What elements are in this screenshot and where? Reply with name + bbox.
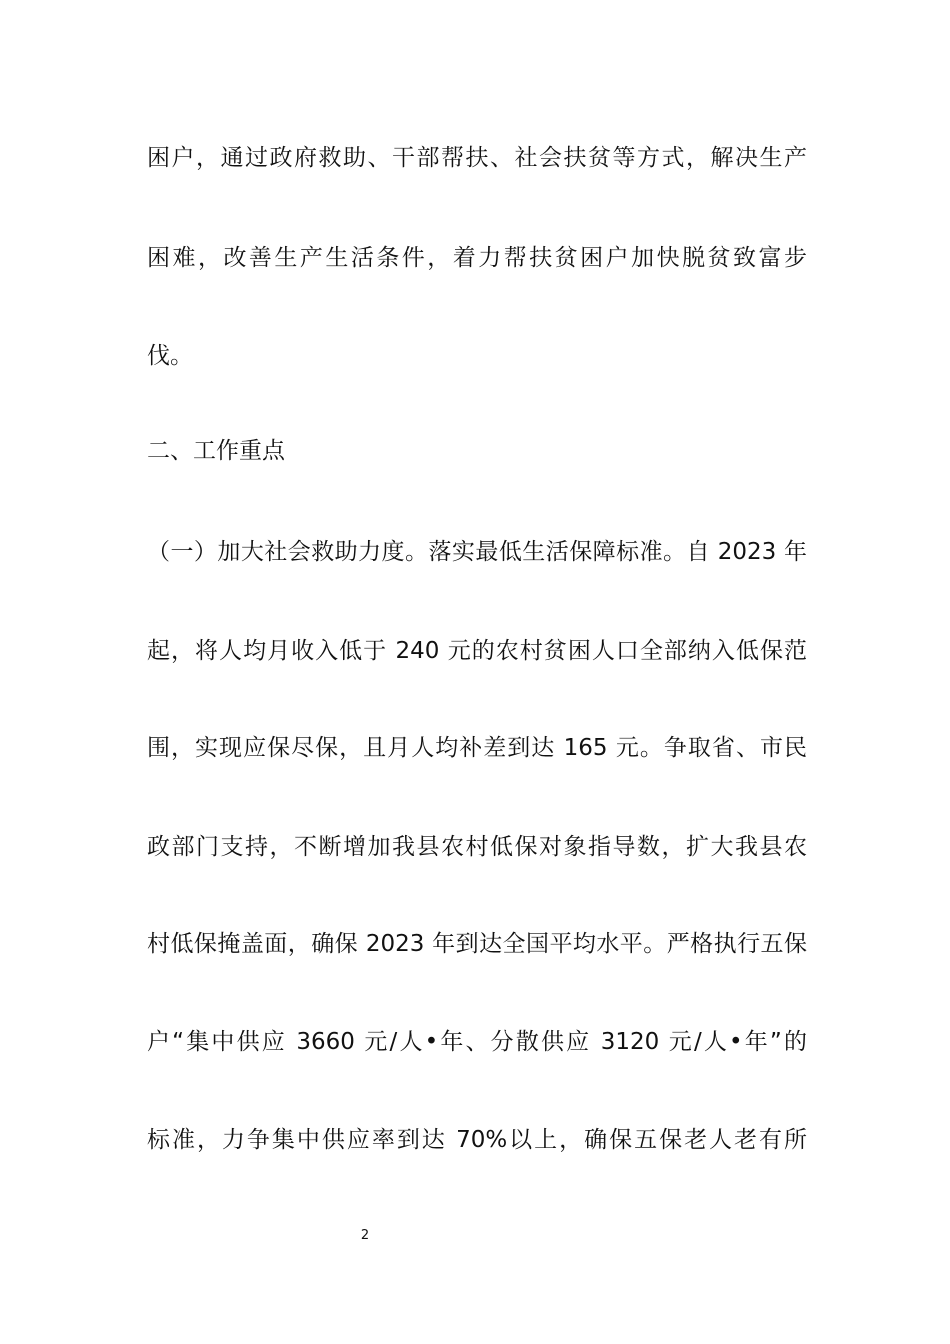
paragraph-line: 伐。 bbox=[147, 343, 193, 369]
section-heading: 二、工作重点 bbox=[147, 438, 285, 464]
paragraph-line: 村低保掩盖面，确保 2023 年到达全国平均水平。严格执行五保 bbox=[147, 931, 807, 957]
page-number: 2 bbox=[360, 1228, 370, 1243]
paragraph-line: 困难，改善生产生活条件，着力帮扶贫困户加快脱贫致富步 bbox=[147, 245, 807, 271]
paragraph-line: （一）加大社会救助力度。落实最低生活保障标准。自 2023 年 bbox=[147, 539, 807, 565]
paragraph-line: 困户，通过政府救助、干部帮扶、社会扶贫等方式，解决生产 bbox=[147, 145, 807, 171]
paragraph-line: 起，将人均月收入低于 240 元的农村贫困人口全部纳入低保范 bbox=[147, 638, 807, 664]
paragraph-line: 标准，力争集中供应率到达 70%以上，确保五保老人老有所 bbox=[147, 1127, 807, 1153]
paragraph-line: 围，实现应保尽保，且月人均补差到达 165 元。争取省、市民 bbox=[147, 735, 807, 761]
paragraph-line: 政部门支持，不断增加我县农村低保对象指导数，扩大我县农 bbox=[147, 834, 807, 860]
paragraph-line: 户“集中供应 3660 元/人•年、分散供应 3120 元/人•年”的 bbox=[147, 1029, 807, 1055]
